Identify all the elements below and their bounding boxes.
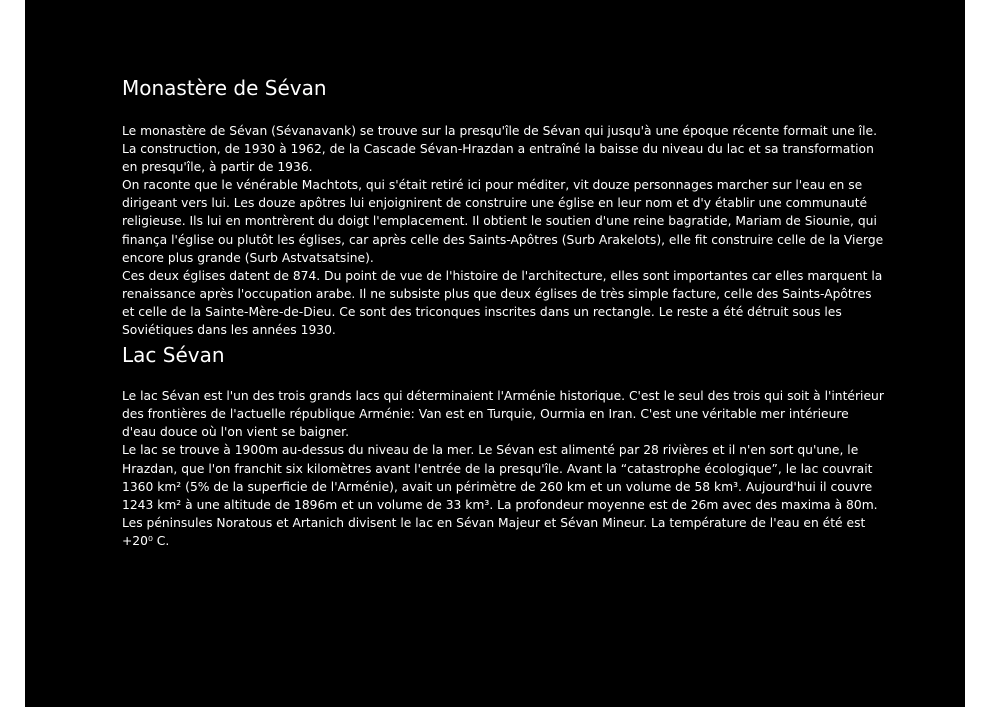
section-title-lake: Lac Sévan bbox=[122, 343, 225, 368]
document-content bbox=[122, 74, 884, 550]
monastery-paragraph-3: Ces deux églises datent de 874. Du point de vue de l'histoire de l'architecture, elles sont importantes car elles marquent la renaissance après l'occupation arabe. Il ne subsiste plus que deux églises de très simple facture, celle des Saints-Apôtres et celle de la Sainte-Mère-de-Dieu. Ce sont des triconques inscrites dans un rectangle. Le reste a été détruit sous les Soviétiques dans les années 1930. bbox=[122, 268, 883, 338]
monastery-paragraph-1: Le monastère de Sévan (Sévanavank) se trouve sur la presqu'île de Sévan qui jusqu'à une époque récente formait une île. La construction, de 1930 à 1962, de la Cascade Sévan-Hrazdan a entraîné la baisse du niveau du lac et sa transformation en presqu'île, à partir de 1936. bbox=[122, 124, 877, 175]
monastery-paragraph-2: On raconte que le vénérable Machtots, qui s'était retiré ici pour méditer, vit douze personnages marcher sur l'eau en se dirigeant vers lui. Les douze apôtres lui enjoignirent de construire une église en leur nom et d'y établir une communauté religieuse. Ils lui en montrèrent du doigt l'emplacement. Il obtient le soutien d'une reine bagratide, Mariam de Siounie, qui finança l'église ou plutôt les églises, car après celle des Saints-Apôtres (Surb Arakelots), elle fit construire celle de la Vierge encore plus grande (Surb Astvatsatsine). bbox=[122, 178, 884, 265]
section-title-monastery: Monastère de Sévan bbox=[122, 76, 327, 100]
document-page bbox=[25, 0, 965, 707]
lake-paragraph-1: Le lac Sévan est l'un des trois grands lacs qui déterminaient l'Arménie historique. C'est le seul des trois qui soit à l'intérieur des frontières de l'actuelle république Arménie: Van est en Turquie, Ourmia en Iran. C'est une véritable mer intérieure d'eau douce où l'on vient se baigner. bbox=[122, 389, 884, 440]
lake-paragraph-2: Le lac se trouve à 1900m au-dessus du niveau de la mer. Le Sévan est alimenté par 28 rivières et il n'en sort qu'une, le Hrazdan, que l'on franchit six kilomètres avant l'entrée de la presqu'île. Avant la “catastrophe écologique”, le lac couvrait 1360 km² (5% de la superficie de l'Arménie), avait un périmètre de 260 km et un volume de 58 km³. Aujourd'hui il couvre 1243 km² à une altitude de 1896m et un volume de 33 km³. La profondeur moyenne est de 26m avec des maxima à 80m. Les péninsules Noratous et Artanich divisent le lac en Sévan Majeur et Sévan Mineur. La température de l'eau en été est +20⁰ C. bbox=[122, 443, 878, 548]
